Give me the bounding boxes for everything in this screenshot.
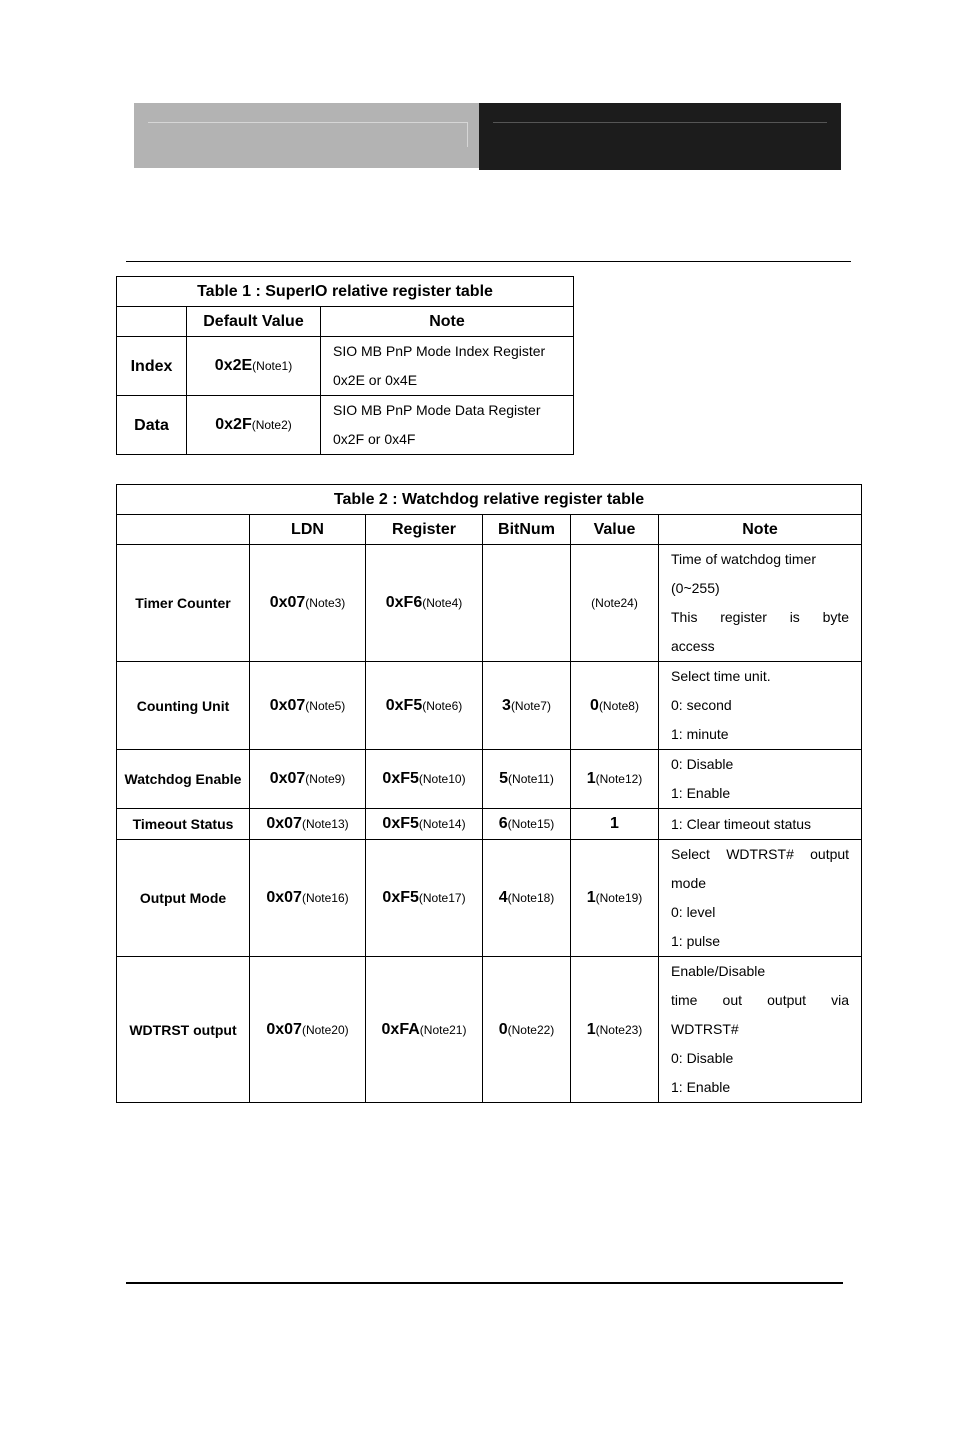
note-line: 0: Disable	[671, 756, 734, 772]
header-banner-right	[479, 103, 841, 170]
note-ref: (Note7)	[510, 698, 551, 713]
ldn-cell	[250, 750, 366, 809]
note-line: (0~255)	[671, 580, 720, 596]
ldn-value: 0x07	[266, 815, 302, 832]
note-cell	[659, 662, 862, 750]
note-line: SIO MB PnP Mode Index Register	[333, 343, 546, 359]
note-line: Enable/Disable	[671, 963, 766, 979]
bitnum-value: 6	[498, 815, 508, 832]
register-value: 0xFA	[381, 1020, 420, 1038]
register-value: 0xF5	[382, 770, 419, 787]
ldn-value: 0x07	[266, 1020, 302, 1038]
bitnum-cell	[483, 840, 571, 957]
note-ref: (Note14)	[418, 817, 466, 831]
value-cell	[571, 840, 659, 957]
note-line: 1: minute	[671, 726, 729, 742]
row-label-wdtrst-output: WDTRST output	[117, 957, 250, 1103]
note-ref: (Note5)	[305, 698, 346, 713]
value-cell	[571, 957, 659, 1103]
row-label-data: Data	[117, 396, 187, 455]
register-cell	[366, 662, 483, 750]
table-row	[117, 750, 862, 809]
table2-caption: Table 2 : Watchdog relative register table	[117, 485, 862, 515]
register-cell	[366, 809, 483, 840]
note-line: time out output via	[671, 992, 850, 1008]
note-ref: (Note20)	[301, 1022, 349, 1037]
note-ref: (Note13)	[301, 817, 349, 831]
bitnum-cell	[483, 662, 571, 750]
bottom-divider	[126, 1282, 843, 1284]
table-row	[117, 396, 574, 455]
note-ref: (Note2)	[251, 418, 292, 432]
table-row	[117, 337, 574, 396]
note-line: Select time unit.	[671, 668, 771, 684]
table2-header-ldn: LDN	[250, 515, 366, 545]
value-value: 1	[586, 770, 596, 787]
ldn-cell	[250, 662, 366, 750]
note-line: WDTRST#	[671, 1021, 739, 1037]
bitnum-cell	[483, 809, 571, 840]
note-line: mode	[671, 875, 707, 891]
note-ref: (Note11)	[508, 772, 554, 786]
header-banner-left-rule	[148, 122, 468, 147]
note-ref: (Note9)	[305, 772, 346, 786]
header-banner-right-rule	[493, 122, 827, 123]
table1-header-default-value: Default Value	[187, 307, 321, 337]
register-value: 0xF5	[382, 889, 419, 906]
value-value: 1	[586, 1020, 596, 1038]
note-ref: (Note6)	[422, 698, 463, 713]
note-ref: (Note1)	[252, 359, 293, 373]
note-cell	[659, 809, 862, 840]
value-cell	[571, 809, 659, 840]
row-label-output-mode: Output Mode	[117, 840, 250, 957]
note-line: Select WDTRST# output	[671, 846, 850, 862]
register-cell	[366, 957, 483, 1103]
ldn-cell	[250, 840, 366, 957]
default-value-cell	[187, 396, 321, 455]
register-value: 0xF6	[385, 594, 423, 611]
note-ref: (Note4)	[422, 596, 463, 610]
note-ref: (Note19)	[595, 891, 643, 905]
value-value: 1	[586, 889, 596, 906]
note-line: SIO MB PnP Mode Data Register	[333, 402, 541, 418]
note-cell	[321, 337, 574, 396]
note-line: 0x2E or 0x4E	[333, 372, 418, 388]
ldn-cell	[250, 809, 366, 840]
bitnum-cell	[483, 545, 571, 662]
note-cell	[659, 957, 862, 1103]
bitnum-cell	[483, 957, 571, 1103]
note-cell	[659, 840, 862, 957]
default-value-cell	[187, 337, 321, 396]
table1-header-note: Note	[321, 307, 574, 337]
note-cell	[659, 545, 862, 662]
note-line: 1: Clear timeout status	[671, 815, 812, 832]
register-value: 0xF5	[385, 696, 423, 714]
note-line: access	[671, 638, 715, 654]
note-ref: (Note22)	[507, 1022, 555, 1037]
row-label-counting-unit: Counting Unit	[117, 662, 250, 750]
table1-caption: Table 1 : SuperIO relative register table	[117, 277, 574, 307]
bitnum-value: 5	[499, 770, 509, 787]
note-ref: (Note12)	[595, 772, 643, 786]
note-ref: (Note16)	[301, 891, 349, 905]
default-value: 0x2F	[215, 416, 252, 433]
note-ref: (Note10)	[418, 772, 466, 786]
value-cell	[571, 545, 659, 662]
note-line: This register is byte	[671, 609, 850, 625]
table2-header-register: Register	[366, 515, 483, 545]
ldn-value: 0x07	[269, 770, 306, 787]
note-ref: (Note8)	[598, 698, 639, 713]
note-ref: (Note24)	[591, 596, 638, 610]
register-cell	[366, 750, 483, 809]
table-row	[117, 662, 862, 750]
note-ref: (Note15)	[507, 817, 555, 831]
note-ref: (Note3)	[305, 596, 346, 610]
table2-header-value: Value	[571, 515, 659, 545]
note-line: Time of watchdog timer	[671, 551, 816, 567]
note-ref: (Note23)	[595, 1022, 643, 1037]
note-line: 1: Enable	[671, 785, 731, 801]
value-cell	[571, 750, 659, 809]
table-row	[117, 840, 862, 957]
top-divider	[126, 261, 851, 262]
note-ref: (Note17)	[418, 891, 466, 905]
register-cell	[366, 545, 483, 662]
ldn-value: 0x07	[269, 594, 306, 611]
note-ref: (Note18)	[507, 891, 555, 905]
row-label-watchdog-enable: Watchdog Enable	[117, 750, 250, 809]
table2-header-note: Note	[659, 515, 862, 545]
value-value: 0	[590, 696, 599, 714]
bitnum-value: 4	[498, 889, 508, 906]
value-value: 1	[610, 815, 619, 832]
note-cell	[321, 396, 574, 455]
note-line: 0: level	[671, 904, 716, 920]
bitnum-cell	[483, 750, 571, 809]
ldn-cell	[250, 545, 366, 662]
superio-register-table	[116, 276, 574, 455]
ldn-cell	[250, 957, 366, 1103]
note-line: 0: Disable	[671, 1050, 734, 1066]
row-label-index: Index	[117, 337, 187, 396]
note-line: 0: second	[671, 697, 732, 713]
row-label-timeout-status: Timeout Status	[117, 809, 250, 840]
note-line: 0x2F or 0x4F	[333, 431, 416, 447]
note-line: 1: pulse	[671, 933, 721, 949]
note-line: 1: Enable	[671, 1079, 731, 1095]
table2-header-blank	[117, 515, 250, 545]
ldn-value: 0x07	[266, 889, 302, 906]
table1-header-blank	[117, 307, 187, 337]
value-cell	[571, 662, 659, 750]
default-value: 0x2E	[214, 357, 253, 374]
row-label-timer-counter: Timer Counter	[117, 545, 250, 662]
register-cell	[366, 840, 483, 957]
table-row	[117, 545, 862, 662]
note-cell	[659, 750, 862, 809]
ldn-value: 0x07	[269, 696, 306, 714]
note-ref: (Note21)	[419, 1022, 467, 1037]
watchdog-register-table	[116, 484, 862, 1103]
bitnum-value: 3	[502, 696, 511, 714]
table-row	[117, 809, 862, 840]
bitnum-value: 0	[498, 1020, 508, 1038]
register-value: 0xF5	[382, 815, 419, 832]
table2-header-bitnum: BitNum	[483, 515, 571, 545]
table-row	[117, 957, 862, 1103]
